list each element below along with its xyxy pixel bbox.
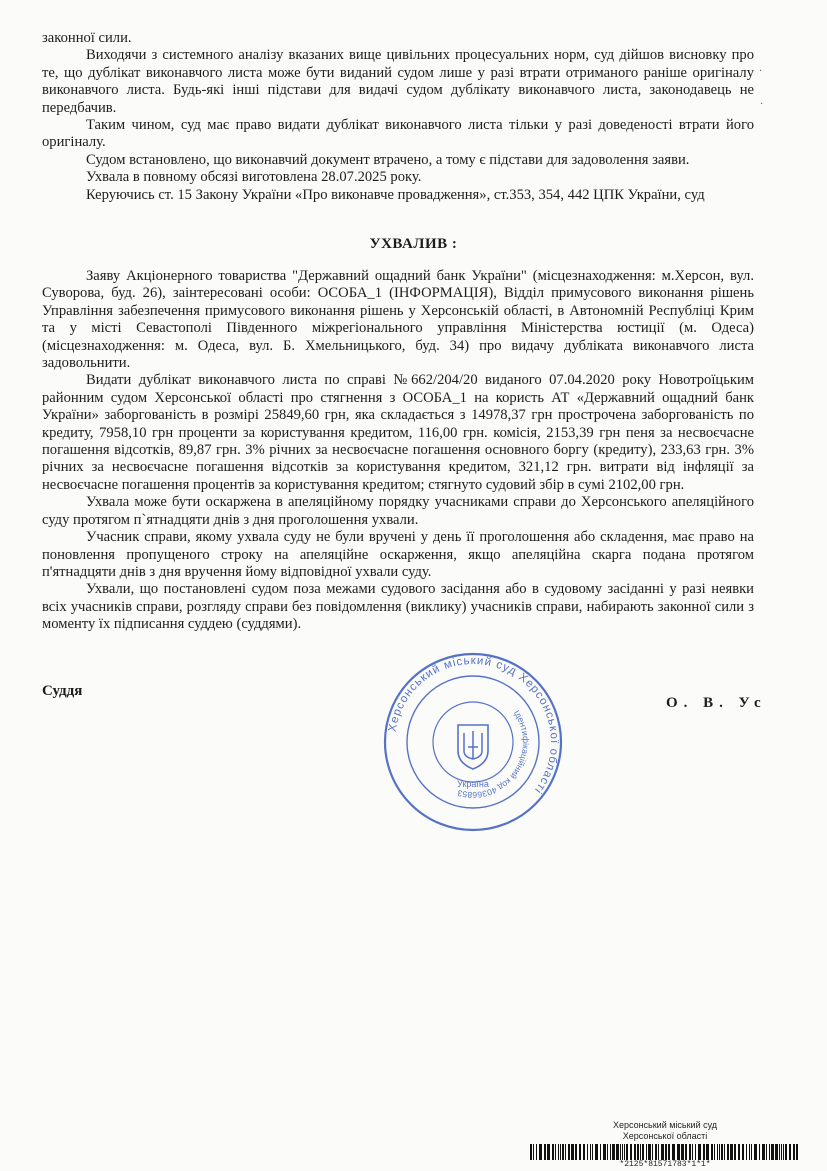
barcode-bar [719, 1144, 720, 1160]
barcode-bar [695, 1144, 696, 1160]
barcode-bar [775, 1144, 778, 1160]
footer [520, 1120, 810, 1169]
paragraph: Ухвала в повному обсязі виготовлена 28.07.2025 року. [86, 169, 422, 186]
barcode-bar [672, 1144, 675, 1160]
barcode [530, 1144, 800, 1160]
footer-court-line2: Херсонської області [622, 1131, 708, 1141]
scan-speck: · [760, 99, 764, 110]
barcode-bar [616, 1144, 619, 1160]
barcode-bar [781, 1144, 782, 1160]
barcode-bar [587, 1144, 588, 1160]
barcode-bar [640, 1144, 641, 1160]
barcode-bar [789, 1144, 791, 1160]
barcode-bar [600, 1144, 601, 1160]
barcode-bar [769, 1144, 770, 1160]
barcode-bar [706, 1144, 709, 1160]
paragraph: Виходячи з системного аналізу вказаних вище цивільних процесуальних норм, суд дійшов висновку про те, що дублікат виконавчого листа може бути виданий судом лише у разі втрати отриманого раніше оригіналу виконавчого листа. Будь-які інші підстави для видачі судом дублікату виконавчого листа, законодавець не передбачив. [42, 47, 754, 116]
paragraph: Таким чином, суд має право видати дублікат виконавчого листа тільки у разі доведеності втрати його оригіналу. [42, 117, 754, 151]
barcode-bar [721, 1144, 723, 1160]
decision-text-block [42, 268, 754, 634]
barcode-bar [562, 1144, 564, 1160]
trident-emblem-icon [458, 725, 488, 769]
barcode-bar [610, 1144, 611, 1160]
paragraph: Керуючись ст. 15 Закону України «Про виконавче провадження», ст.353, 354, 442 ЦПК України, суд [86, 186, 705, 203]
barcode-bar [742, 1144, 744, 1160]
barcode-bar [785, 1144, 787, 1160]
barcode-bar [779, 1144, 780, 1160]
barcode-bar [730, 1144, 733, 1160]
barcode-bar [536, 1144, 537, 1160]
barcode-bar [603, 1144, 606, 1160]
decision-heading: УХВАЛИВ : [369, 236, 458, 252]
barcode-bar [565, 1144, 566, 1160]
barcode-bar [734, 1144, 736, 1160]
barcode-bar [595, 1144, 598, 1160]
barcode-bar [648, 1144, 651, 1160]
paragraph: Судом встановлено, що виконавчий документ втрачено, а тому є підстави для задоволення заяви. [86, 151, 690, 168]
barcode-bar [724, 1144, 725, 1160]
barcode-bar [717, 1144, 718, 1160]
barcode-bar [762, 1144, 765, 1160]
barcode-bar [727, 1144, 729, 1160]
barcode-bar [558, 1144, 559, 1160]
barcode-bar [552, 1144, 554, 1160]
barcode-bar [681, 1144, 684, 1160]
barcode-bar [612, 1144, 615, 1160]
barcode-bar [692, 1144, 693, 1160]
paragraph: Заяву Акціонерного товариства "Державний ощадний банк України" (місцезнаходження: м.Херсон, вул. Суворова, буд. 26), заінтересовані особи: ОСОБА_1 (ІНФОРМАЦІЯ), Відділ примусового виконання рішень Управління забезпечення примусового виконання рішень у Херсонській області, в Автономній Республіці Крим та у місті Севастополі Південного міжрегіонального управління Міністерства юстиції (м. Одеса) (місцезнаходження: м. Одеса, вул. Б. Хмельницького, буд. 34) про видачу дубліката виконавчого листа задовольнити. [42, 268, 754, 372]
barcode-bar [607, 1144, 608, 1160]
barcode-bar [711, 1144, 713, 1160]
barcode-bar [685, 1144, 687, 1160]
barcode-bar [793, 1144, 795, 1160]
barcode-bar [555, 1144, 556, 1160]
barcode-bar [592, 1144, 593, 1160]
barcode-bar [575, 1144, 577, 1160]
barcode-bar [665, 1144, 667, 1160]
footer-court-line1: Херсонський міський суд [612, 1120, 718, 1130]
barcode-bar [571, 1144, 574, 1160]
barcode-bar [626, 1144, 628, 1160]
barcode-bar [749, 1144, 750, 1160]
barcode-bar [620, 1144, 621, 1160]
court-stamp [378, 647, 568, 837]
barcode-bar [544, 1144, 546, 1160]
barcode-bar [714, 1144, 715, 1160]
paragraph: Видати дублікат виконавчого листа по справі №662/204/20 виданого 07.04.2020 року Новотроїцьким районним судом Херсонської області про стягнення з ОСОБА_1 на користь АТ «Державний ощадний банк України» заборгованість в розмірі 25849,60 грн, яка складається з 14978,37 грн прострочена заборгованість по кредиту, 7958,10 грн проценти за користування кредитом, 116,00 грн. комісія, 2153,39 грн пеня за несвоєчасне погашення відсотків, 89,87 грн. 3% річних за несвоєчасне погашення основного боргу (кредиту), 233,63 грн. 3% річних за несвоєчасне погашення відсотків за користування кредитом, 321,12 грн. витрати від інфляції за несвоєчасне погашення процентів за користування кредитом; стягнуто судовий збір в сумі 2102,00 грн. [42, 372, 754, 493]
top-text-block [42, 30, 754, 204]
barcode-bar [655, 1144, 657, 1160]
barcode-bar [677, 1144, 680, 1160]
barcode-bar [703, 1144, 705, 1160]
paragraph: Ухвала може бути оскаржена в апеляційному порядку учасниками справи до Херсонського апеляційного суду протягом п`ятнадцяти днів з дня проголошення ухвали. [42, 494, 754, 528]
barcode-bar [661, 1144, 664, 1160]
barcode-bar [652, 1144, 653, 1160]
paragraph: Учасник справи, якому ухвала суду не були вручені у день її проголошення або складення, має право на поновлення пропущеного строку на апеляційне оскарження, якщо апеляційна скарга подана протягом п'ятнадцяти днів з дня вручення йому відповідної ухвали суду. [42, 529, 754, 580]
barcode-bar [533, 1144, 534, 1160]
barcode-bar [560, 1144, 561, 1160]
barcode-bar [624, 1144, 625, 1160]
barcode-bar [698, 1144, 701, 1160]
stamp-outer-text: Херсонський міський суд Херсонської області [386, 654, 561, 797]
paragraph: законної сили. [42, 30, 132, 46]
barcode-bar [539, 1144, 542, 1160]
barcode-bar [622, 1144, 623, 1160]
barcode-bar [568, 1144, 570, 1160]
barcode-bar [530, 1144, 532, 1160]
stamp-inner-text: Ідентифікаційний код 40366853 [456, 708, 532, 801]
barcode-bar [738, 1144, 740, 1160]
stamp-bottom-text: Україна [457, 779, 489, 789]
barcode-bar [590, 1144, 591, 1160]
barcode-bar [689, 1144, 691, 1160]
barcode-bar [642, 1144, 644, 1160]
barcode-bar [646, 1144, 647, 1160]
barcode-bar [766, 1144, 767, 1160]
barcode-bar [658, 1144, 659, 1160]
barcode-bar [746, 1144, 747, 1160]
judge-label: Суддя [42, 683, 83, 699]
barcode-bar [630, 1144, 632, 1160]
judge-name: О. В. Ус [666, 695, 767, 711]
barcode-bar [579, 1144, 581, 1160]
barcode-bar [771, 1144, 774, 1160]
barcode-bar [637, 1144, 639, 1160]
barcode-bar [634, 1144, 636, 1160]
barcode-bar [583, 1144, 585, 1160]
barcode-bar [751, 1144, 752, 1160]
barcode-bar [796, 1144, 798, 1160]
barcode-bar [754, 1144, 757, 1160]
barcode-number: *2125*81571783*1*1* [619, 1160, 711, 1169]
paragraph: Ухвали, що постановлені судом поза межами судового засідання або в судовому засіданні у разі неявки всіх учасників справи, розгляду справи без повідомлення (виклику) учасників справи, набирають законної сили з моменту їх підписання суддею (суддями). [42, 581, 754, 633]
scan-speck: · [759, 66, 763, 77]
barcode-bar [668, 1144, 670, 1160]
barcode-bar [547, 1144, 550, 1160]
barcode-bar [783, 1144, 784, 1160]
barcode-bar [759, 1144, 760, 1160]
